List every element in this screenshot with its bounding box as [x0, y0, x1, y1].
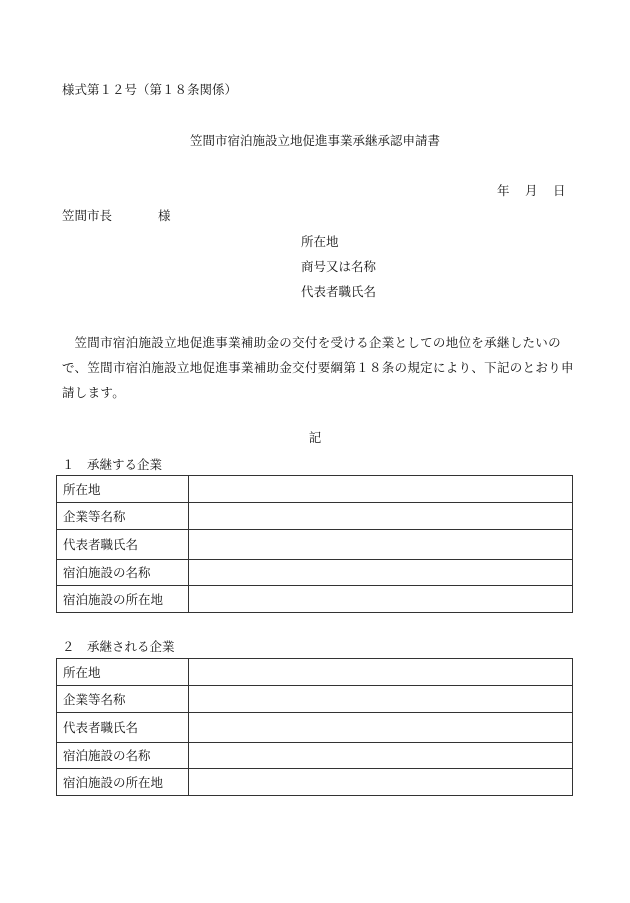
table-row — [57, 769, 573, 796]
row-label: 企業等名称 — [57, 685, 189, 712]
table-row — [57, 502, 573, 529]
input-cell[interactable] — [189, 529, 573, 559]
row-label: 所在地 — [57, 659, 189, 686]
row-label: 所在地 — [57, 476, 189, 503]
date-line — [497, 185, 566, 198]
date-month: 月 — [525, 183, 538, 198]
ki-heading: 記 — [308, 430, 322, 445]
addressee-name: 笠間市長 — [62, 208, 113, 223]
table-row — [57, 742, 573, 769]
table-row — [57, 685, 573, 712]
row-label: 宿泊施設の名称 — [57, 742, 189, 769]
successor-company-table — [56, 475, 573, 613]
table-row — [57, 712, 573, 742]
input-cell[interactable] — [189, 712, 573, 742]
table-row — [57, 559, 573, 586]
addressee-honorific: 様 — [158, 208, 171, 223]
row-label: 宿泊施設の所在地 — [57, 586, 189, 613]
applicant-name-label: 商号又は名称 — [301, 259, 377, 274]
table-row — [57, 586, 573, 613]
table-row — [57, 476, 573, 503]
document-title: 笠間市宿泊施設立地促進事業承継承認申請書 — [189, 133, 440, 148]
table-row — [57, 529, 573, 559]
row-label: 企業等名称 — [57, 502, 189, 529]
input-cell[interactable] — [189, 659, 573, 686]
input-cell[interactable] — [189, 476, 573, 503]
row-label: 宿泊施設の名称 — [57, 559, 189, 586]
form-number: 様式第１２号（第１８条関係） — [62, 82, 238, 97]
applicant-representative-label: 代表者職氏名 — [301, 284, 377, 299]
input-cell[interactable] — [189, 685, 573, 712]
input-cell[interactable] — [189, 769, 573, 796]
addressee — [62, 210, 171, 223]
input-cell[interactable] — [189, 559, 573, 586]
applicant-address-label: 所在地 — [301, 234, 339, 249]
section-1-heading: １ 承継する企業 — [62, 457, 163, 472]
row-label: 代表者職氏名 — [57, 712, 189, 742]
table-row — [57, 659, 573, 686]
application-statement: 笠間市宿泊施設立地促進事業補助金の交付を受ける企業としての地位を承継したいので、笠間市宿泊施設立地促進事業補助金交付要綱第１８条の規定により、下記のとおり申請します。 — [62, 335, 574, 400]
row-label: 代表者職氏名 — [57, 529, 189, 559]
predecessor-company-table — [56, 658, 573, 796]
input-cell[interactable] — [189, 742, 573, 769]
row-label: 宿泊施設の所在地 — [57, 769, 189, 796]
date-day: 日 — [553, 183, 566, 198]
section-2-heading: ２ 承継される企業 — [62, 639, 175, 654]
input-cell[interactable] — [189, 502, 573, 529]
input-cell[interactable] — [189, 586, 573, 613]
date-year: 年 — [497, 183, 510, 198]
